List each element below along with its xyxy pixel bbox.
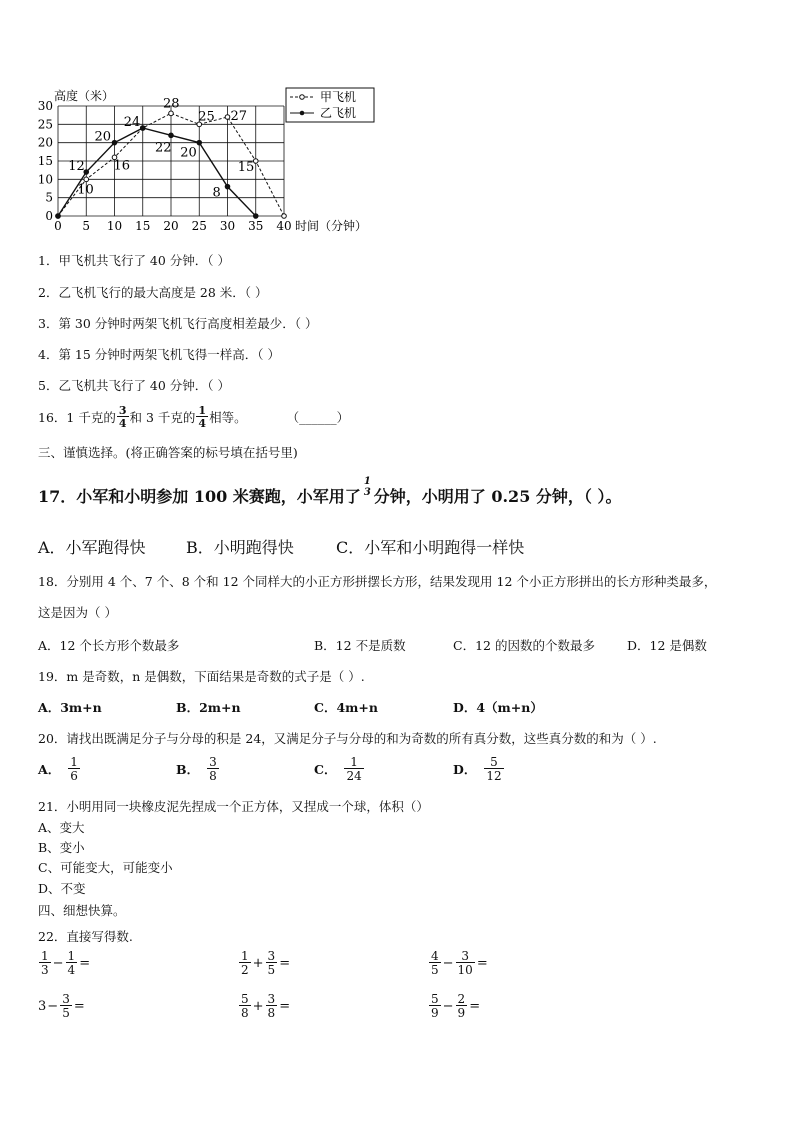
question-17: 17．小军和小明参加 100 米赛跑，小军用了 1 3 分钟，小明用了 0.25 分钟，（ ）。 xyxy=(38,476,622,506)
expression-1: $\frac{1}{3}$ − $\frac{1}{4}$ = xyxy=(41,949,91,977)
q17-option-b[interactable]: B．小明跑得快 xyxy=(186,538,294,557)
x-tick-label: 0 xyxy=(54,219,62,233)
data-label: 12 xyxy=(68,159,85,174)
data-label: 27 xyxy=(230,109,248,124)
expression-2: $\frac{1}{2}$ + $\frac{3}{5}$ = xyxy=(241,949,291,977)
answer-blank[interactable]: （______） xyxy=(286,410,350,425)
data-label: 15 xyxy=(237,160,255,175)
fraction: $\frac{3}{8}$ xyxy=(209,755,217,783)
fraction: $\frac{1}{6}$ xyxy=(70,755,78,783)
data-point xyxy=(140,126,145,131)
y-tick-label: 10 xyxy=(37,172,53,187)
question-16: 16．1 千克的 $\frac{3}{4}$ 和 3 千克的 $\frac{1}{4}$ 相等。 （______） xyxy=(38,404,350,430)
q18-option-c[interactable]: C．12 的因数的个数最多 xyxy=(453,638,595,653)
q18-option-d[interactable]: D．12 是偶数 xyxy=(627,638,707,653)
data-point xyxy=(253,214,258,219)
data-point xyxy=(84,177,89,182)
y-tick-label: 25 xyxy=(37,117,53,132)
section-4-heading: 四、细想快算。 xyxy=(38,903,126,918)
expression-4: 3 − $\frac{3}{5}$ = xyxy=(38,992,85,1020)
judgement-q3: 3．第 30 分钟时两架飞机飞行高度相差最少．（ ） xyxy=(38,316,318,331)
data-label: 28 xyxy=(163,96,180,112)
expression-5: $\frac{5}{8}$ + $\frac{3}{8}$ = xyxy=(241,992,291,1020)
q17-option-c[interactable]: C．小军和小明跑得一样快 xyxy=(336,538,525,557)
data-point xyxy=(225,184,230,189)
q19-option-a[interactable]: A．3m+n xyxy=(38,700,102,715)
fraction: $\frac{3}{4}$ xyxy=(118,404,127,430)
data-point xyxy=(197,140,202,145)
judgement-q1: 1．甲飞机共飞行了 40 分钟．（ ） xyxy=(38,253,231,268)
expression-3: $\frac{4}{5}$ − $\frac{3}{10}$ = xyxy=(431,949,488,977)
data-label: 24 xyxy=(123,115,141,130)
fraction: $\frac{1}{4}$ xyxy=(198,404,207,430)
y-tick-label: 15 xyxy=(37,154,53,168)
data-point xyxy=(225,115,230,120)
data-point xyxy=(169,111,174,116)
q21-option-c[interactable]: C、可能变大，可能变小 xyxy=(38,860,173,875)
data-label: 25 xyxy=(198,109,215,125)
q19-option-d[interactable]: D．4（m+n） xyxy=(453,700,543,715)
judgement-q5: 5．乙飞机共飞行了 40 分钟．（ ） xyxy=(38,378,231,393)
judgement-q4: 4．第 15 分钟时两架飞机飞得一样高．（ ） xyxy=(38,347,281,362)
y-tick-label: 5 xyxy=(45,190,53,205)
data-label: 20 xyxy=(180,145,197,161)
x-tick-label: 40 xyxy=(276,219,292,233)
x-tick-label: 35 xyxy=(248,219,264,233)
y-axis-label: 高度（米） xyxy=(54,89,115,103)
judgement-q2: 2．乙飞机飞行的最大高度是 28 米．（ ） xyxy=(38,285,268,300)
data-point xyxy=(56,214,61,219)
question-21: 21．小明用同一块橡皮泥先捏成一个正方体，又捏成一个球，体积（） xyxy=(38,799,429,814)
question-22: 22．直接写得数. xyxy=(38,929,133,944)
q19-option-c[interactable]: C．4m+n xyxy=(314,700,378,715)
q18-option-a[interactable]: A．12 个长方形个数最多 xyxy=(38,638,180,653)
data-label: 10 xyxy=(77,182,94,198)
x-axis-label: 时间（分钟） xyxy=(295,219,368,233)
expression-6: $\frac{5}{9}$ − $\frac{2}{9}$ = xyxy=(431,992,481,1020)
data-point xyxy=(169,133,174,138)
q20-option-b[interactable]: B． $\frac{3}{8}$ xyxy=(176,755,217,783)
y-tick-label: 30 xyxy=(37,99,53,113)
fraction: $\frac{5}{12}$ xyxy=(486,755,502,783)
fraction: $\frac{1}{24}$ xyxy=(346,755,362,783)
data-point xyxy=(112,140,117,145)
question-20: 20．请找出既满足分子与分母的积是 24，又满足分子与分母的和为奇数的所有真分数，这些真分数的和为（ ）. xyxy=(38,731,657,746)
x-tick-label: 10 xyxy=(106,219,123,233)
data-point xyxy=(282,214,287,219)
q20-option-c[interactable]: C． $\frac{1}{24}$ xyxy=(314,755,362,783)
q18-option-b[interactable]: B．12 不是质数 xyxy=(314,638,406,653)
chart-legend xyxy=(286,88,374,122)
question-18-line2: 这是因为（ ） xyxy=(38,605,117,620)
data-label: 8 xyxy=(212,185,221,201)
q20-option-d[interactable]: D． $\frac{5}{12}$ xyxy=(453,755,502,783)
fraction: 1 3 xyxy=(363,476,371,498)
x-tick-label: 30 xyxy=(219,219,236,233)
q19-option-b[interactable]: B．2m+n xyxy=(176,700,241,715)
q21-option-a[interactable]: A、变大 xyxy=(38,820,85,835)
question-18-line1: 18．分别用 4 个、7 个、8 个和 12 个同样大的小正方形拼摆长方形，结果发现用 12 个小正方形拼出的长方形种类最多， xyxy=(38,574,717,589)
q21-option-d[interactable]: D、不变 xyxy=(38,881,86,896)
y-tick-label: 20 xyxy=(37,135,53,150)
q20-option-a[interactable]: A． $\frac{1}{6}$ xyxy=(38,755,78,783)
data-label: 22 xyxy=(155,140,172,156)
data-label: 16 xyxy=(113,158,131,174)
legend-entry-series-1: 甲飞机 xyxy=(320,90,357,104)
x-tick-label: 25 xyxy=(191,219,207,233)
flight-altitude-chart xyxy=(30,84,390,244)
q17-option-a[interactable]: A．小军跑得快 xyxy=(38,538,146,557)
x-tick-label: 15 xyxy=(135,219,151,233)
x-tick-label: 20 xyxy=(163,219,179,233)
q21-option-b[interactable]: B、变小 xyxy=(38,840,85,855)
x-tick-label: 5 xyxy=(82,219,91,233)
data-label: 20 xyxy=(94,129,112,145)
section-3-heading: 三、谨慎选择。(将正确答案的标号填在括号里) xyxy=(38,445,298,460)
legend-entry-series-2: 乙飞机 xyxy=(320,106,357,120)
y-tick-label: 0 xyxy=(45,209,53,223)
question-19: 19．m 是奇数，n 是偶数，下面结果是奇数的式子是（ ）. xyxy=(38,669,365,684)
